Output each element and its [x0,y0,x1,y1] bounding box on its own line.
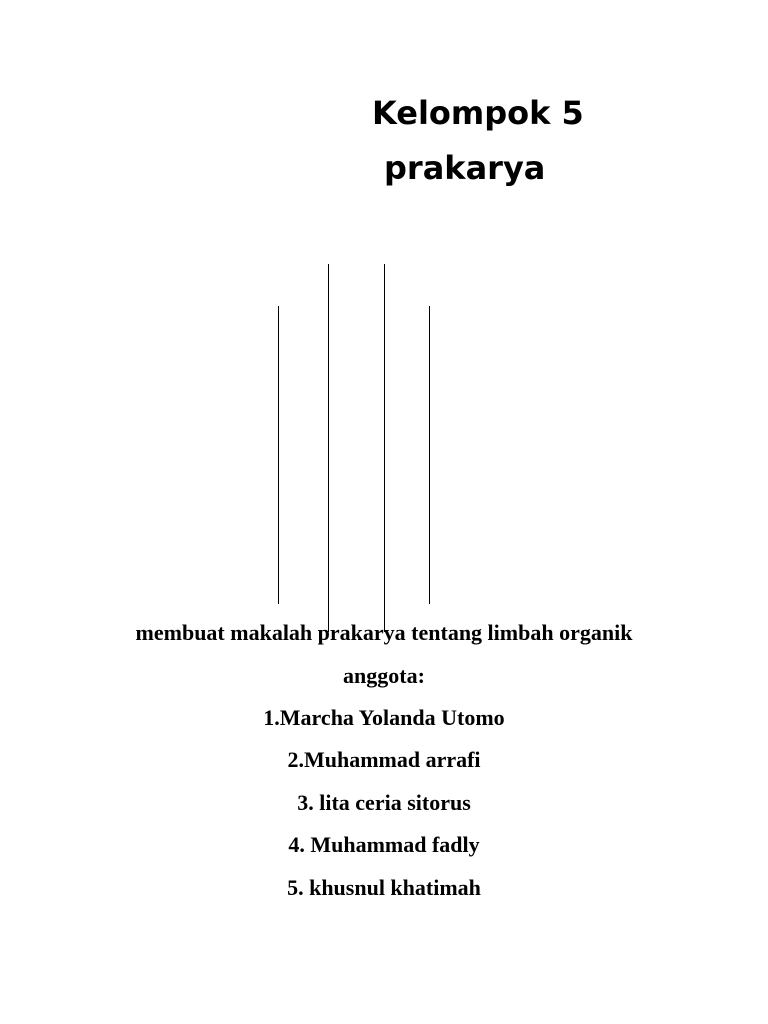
decorative-line [328,264,329,632]
member-item: 1.Marcha Yolanda Utomo [263,705,505,730]
title-group-number: Kelompok 5 [372,94,584,132]
assignment-subject: membuat makalah prakarya tentang limbah organik [135,620,633,645]
member-item: 2.Muhammad arrafi [287,747,481,772]
title-subject: prakarya [384,149,546,187]
member-item: 5. khusnul khatimah [287,875,481,900]
member-item: 3. lita ceria sitorus [297,790,471,815]
member-item: 4. Muhammad fadly [288,832,480,857]
decorative-line [429,306,430,604]
members-heading: anggota: [343,663,425,688]
decorative-line [384,264,385,632]
decorative-line [278,306,279,604]
